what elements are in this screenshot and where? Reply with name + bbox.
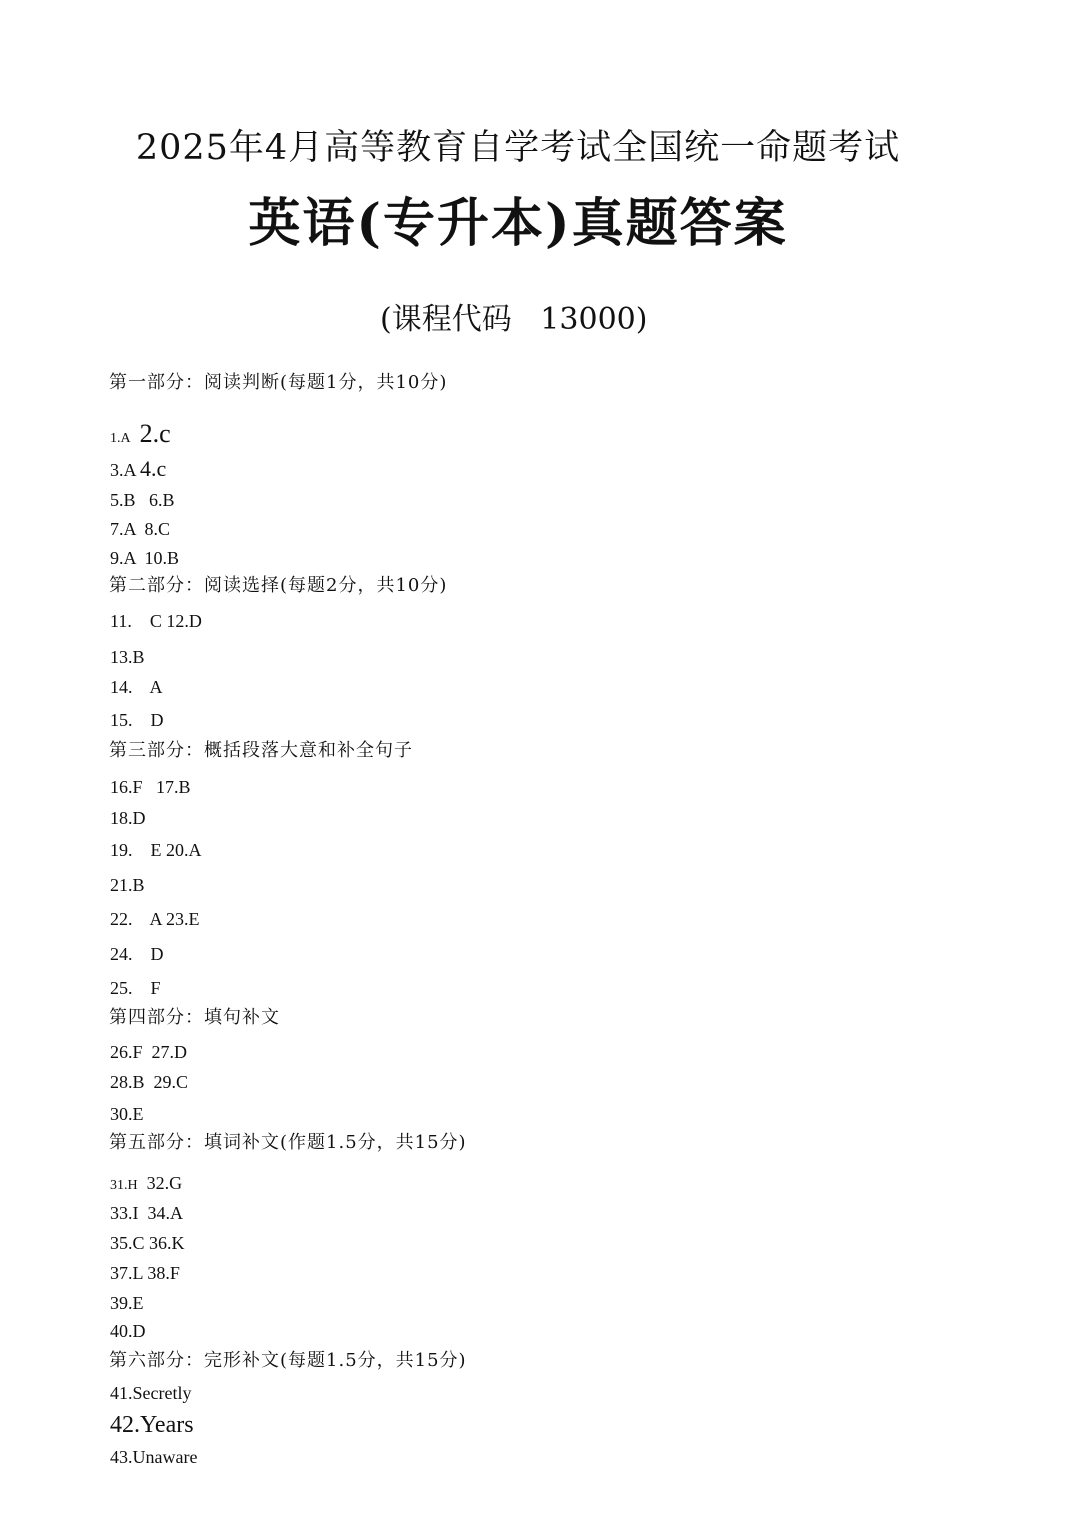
answer-line: 11. C 12.D xyxy=(110,611,202,631)
answer-item: 32.G xyxy=(146,1173,183,1193)
answer-line xyxy=(110,1174,182,1193)
main-title: 英语(专升本)真题答案 xyxy=(248,193,788,254)
answer-line: 13.B xyxy=(110,647,145,667)
answer-line: 43.Unaware xyxy=(110,1447,198,1467)
answer-line: 30.E xyxy=(110,1104,144,1124)
section-heading: 第四部分：填句补文 xyxy=(109,1007,280,1028)
answer-line: 42.Years xyxy=(110,1412,194,1438)
answer-line: 39.E xyxy=(110,1293,144,1313)
answer-line: 35.C 36.K xyxy=(110,1233,185,1253)
section-heading: 第五部分：填词补文(作题1.5分，共15分) xyxy=(109,1132,467,1153)
answer-line: 40.D xyxy=(110,1321,146,1341)
answer-line: 21.B xyxy=(110,875,145,895)
answer-line: 26.F 27.D xyxy=(110,1042,188,1062)
section-heading: 第六部分：完形补文(每题1.5分，共15分) xyxy=(109,1350,467,1371)
answer-item: 1.A xyxy=(110,431,131,446)
answer-line: 16.F 17.B xyxy=(110,777,191,797)
answer-item: 4.c xyxy=(140,456,167,481)
answer-line: 25. F xyxy=(110,978,161,998)
answer-line: 28.B 29.C xyxy=(110,1072,189,1092)
answer-line: 14. A xyxy=(110,677,163,697)
course-code: (课程代码 13000) xyxy=(380,302,648,337)
answer-line xyxy=(110,458,166,480)
answer-item: 2.c xyxy=(139,419,171,448)
exam-title-line: 2025年4月高等教育自学考试全国统一命题考试 xyxy=(135,128,901,168)
answer-item: 31.H xyxy=(110,1178,138,1193)
section-heading: 第一部分：阅读判断(每题1分，共10分) xyxy=(109,372,448,393)
answer-line: 24. D xyxy=(110,944,164,964)
answer-line: 19. E 20.A xyxy=(110,840,202,860)
section-heading: 第二部分：阅读选择(每题2分，共10分) xyxy=(109,575,448,596)
answer-line: 15. D xyxy=(110,710,164,730)
answer-line: 9.A 10.B xyxy=(110,548,180,568)
answer-line: 37.L 38.F xyxy=(110,1263,180,1283)
answer-line: 7.A 8.C xyxy=(110,519,171,539)
section-heading: 第三部分：概括段落大意和补全句子 xyxy=(109,740,413,761)
answer-line xyxy=(110,421,171,447)
answer-line: 41.Secretly xyxy=(110,1383,192,1403)
answer-line: 33.I 34.A xyxy=(110,1203,183,1223)
answer-line: 5.B 6.B xyxy=(110,490,175,510)
answer-line: 22. A 23.E xyxy=(110,909,200,929)
answer-item: 3.A xyxy=(110,460,136,480)
answer-line: 18.D xyxy=(110,808,146,828)
